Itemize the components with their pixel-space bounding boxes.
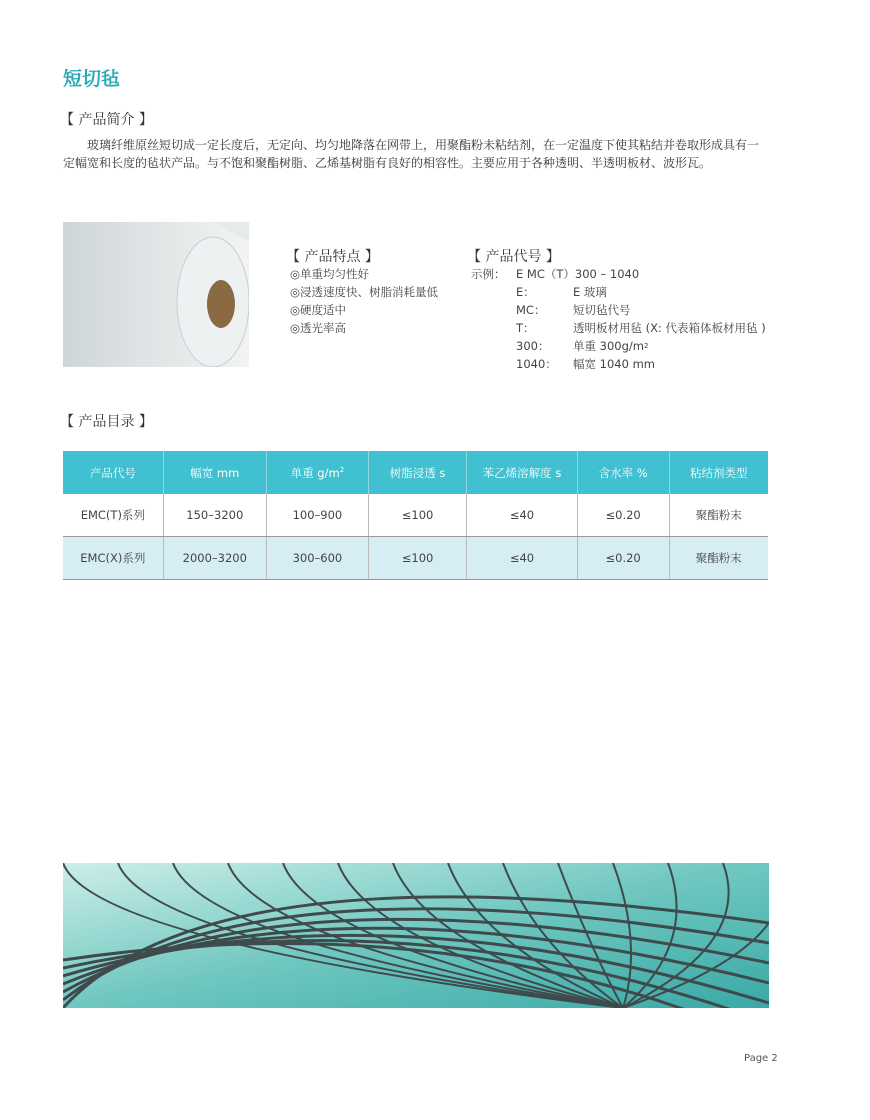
code-row xyxy=(516,301,766,319)
table-cell: EMC(T)系列 xyxy=(63,494,163,537)
table-row xyxy=(63,494,768,537)
table-row xyxy=(63,537,768,580)
feature-item: ◎硬度适中 xyxy=(290,303,347,317)
superscript: 2 xyxy=(643,342,649,350)
code-value: 单重 300g/m xyxy=(573,339,644,353)
code-row xyxy=(516,337,766,355)
code-value: 幅宽 1040 mm xyxy=(573,357,655,371)
table-cell: ≤40 xyxy=(467,494,578,537)
table-cell: 150–3200 xyxy=(163,494,266,537)
code-row xyxy=(516,319,766,337)
table-cell: EMC(X)系列 xyxy=(63,537,163,580)
table-cell: ≤0.20 xyxy=(577,494,669,537)
feature-item: ◎单重均匀性好 xyxy=(290,267,370,281)
code-row xyxy=(516,283,766,301)
feature-item: ◎浸透速度快、树脂消耗量低 xyxy=(290,285,439,299)
product-roll-image xyxy=(63,222,249,367)
code-key: T： xyxy=(516,321,535,335)
catalog-heading: 【 产品目录 】 xyxy=(60,414,153,430)
column-header xyxy=(368,451,466,494)
code-value: E 玻璃 xyxy=(573,285,607,299)
code-row xyxy=(516,355,766,373)
column-header xyxy=(266,451,368,494)
table-cell: 300–600 xyxy=(266,537,368,580)
features-list xyxy=(290,265,438,337)
code-key: 1040： xyxy=(516,357,557,371)
header-label: 幅宽 mm xyxy=(190,465,240,480)
column-header xyxy=(577,451,669,494)
table-cell: 聚酯粉末 xyxy=(669,494,768,537)
code-example: E MC（T）300 – 1040 xyxy=(516,267,640,281)
code-key: MC： xyxy=(516,303,546,317)
superscript: 2 xyxy=(339,465,345,474)
table-cell: ≤40 xyxy=(467,537,578,580)
table-cell: ≤100 xyxy=(368,537,466,580)
table-cell: ≤0.20 xyxy=(577,537,669,580)
intro-text: 玻璃纤维原丝短切成一定长度后，无定向、均匀地降落在网带上，用聚酯粉未粘结剂，在一定温度下使其粘结并卷取形成具有一定幅宽和长度的毡状产品。与不饱和聚酯树脂、乙烯基树脂有良好的相容性。主要应用于各种透明、半透明板材、波形瓦。 xyxy=(63,138,760,170)
code-heading: 【 产品代号 】 xyxy=(467,249,560,265)
page-title: 短切毡 xyxy=(63,68,121,90)
column-header xyxy=(669,451,768,494)
code-explanation xyxy=(516,283,766,373)
feature-item: ◎透光率高 xyxy=(290,321,347,335)
code-key: 300： xyxy=(516,339,550,353)
header-label: 树脂浸透 s xyxy=(389,465,446,480)
header-label: 产品代号 xyxy=(89,465,136,480)
code-value: 透明板材用毡 (X: 代表箱体板材用毡 ) xyxy=(573,321,766,335)
glass-roof-banner-image xyxy=(63,863,769,1008)
table-cell: 聚酯粉末 xyxy=(669,537,768,580)
intro-heading: 【 产品简介 】 xyxy=(60,112,153,128)
header-label: 单重 g/m xyxy=(290,465,340,480)
header-label: 苯乙烯溶解度 s xyxy=(482,465,562,480)
code-value: 短切毡代号 xyxy=(573,303,631,317)
column-header xyxy=(467,451,578,494)
column-header xyxy=(163,451,266,494)
code-example-label: 示例： xyxy=(471,267,506,281)
column-header xyxy=(63,451,163,494)
header-label: 含水率 % xyxy=(598,465,648,480)
table-header-row xyxy=(63,451,768,494)
table-cell: ≤100 xyxy=(368,494,466,537)
page-number: Page 2 xyxy=(744,1053,778,1064)
product-catalog-table xyxy=(63,451,768,580)
header-label: 粘结剂类型 xyxy=(690,465,748,480)
code-key: E： xyxy=(516,285,535,299)
features-heading: 【 产品特点 】 xyxy=(286,249,379,265)
table-cell: 100–900 xyxy=(266,494,368,537)
table-cell: 2000–3200 xyxy=(163,537,266,580)
